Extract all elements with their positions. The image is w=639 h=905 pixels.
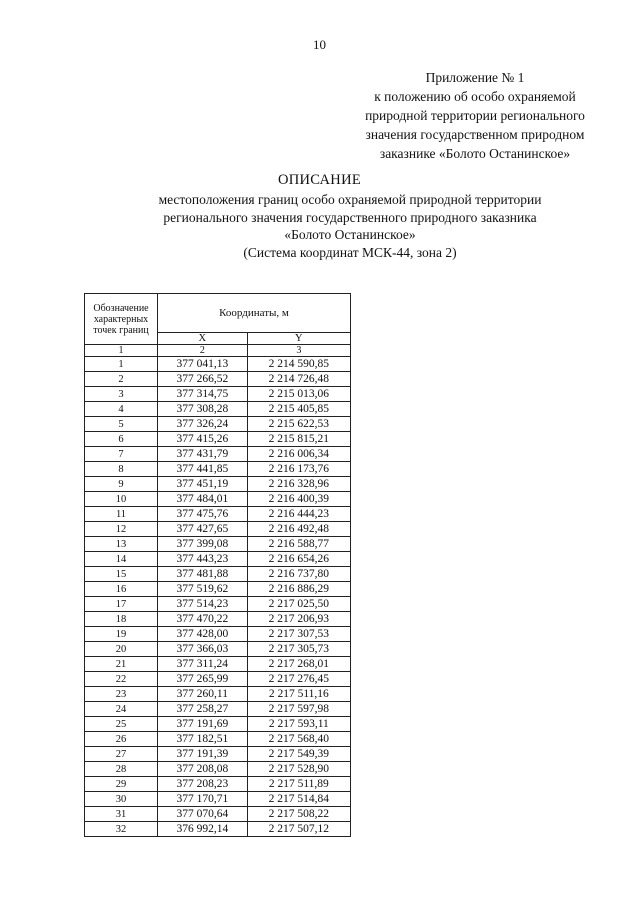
table-row	[85, 447, 351, 462]
y-coordinate-cell: 2 217 507,12	[247, 822, 350, 837]
x-coordinate-cell: 377 443,23	[158, 552, 248, 567]
x-coordinate-cell: 377 519,62	[158, 582, 248, 597]
x-coordinate-cell: 377 514,23	[158, 597, 248, 612]
table-row	[85, 717, 351, 732]
point-number-cell: 11	[85, 507, 158, 522]
x-coordinate-cell: 377 470,22	[158, 612, 248, 627]
table-row	[85, 747, 351, 762]
table-row	[85, 687, 351, 702]
table-row	[85, 372, 351, 387]
x-coordinate-cell: 377 308,28	[158, 402, 248, 417]
y-coordinate-cell: 2 215 815,21	[247, 432, 350, 447]
page-number: 10	[313, 37, 326, 52]
x-column-header: X	[158, 333, 248, 345]
table-row	[85, 417, 351, 432]
y-coordinate-cell: 2 216 588,77	[247, 537, 350, 552]
point-number-cell: 4	[85, 402, 158, 417]
table-row	[85, 822, 351, 837]
y-coordinate-cell: 2 217 276,45	[247, 672, 350, 687]
x-coordinate-cell: 377 191,39	[158, 747, 248, 762]
y-coordinate-cell: 2 215 405,85	[247, 402, 350, 417]
point-number-cell: 10	[85, 492, 158, 507]
y-coordinate-cell: 2 216 444,23	[247, 507, 350, 522]
y-coordinate-cell: 2 217 508,22	[247, 807, 350, 822]
point-number-cell: 25	[85, 717, 158, 732]
y-coordinate-cell: 2 217 025,50	[247, 597, 350, 612]
x-coordinate-cell: 377 366,03	[158, 642, 248, 657]
y-coordinate-cell: 2 217 597,98	[247, 702, 350, 717]
x-coordinate-cell: 377 399,08	[158, 537, 248, 552]
y-coordinate-cell: 2 216 400,39	[247, 492, 350, 507]
point-number-cell: 31	[85, 807, 158, 822]
coordinates-table	[84, 293, 351, 837]
point-number-cell: 15	[85, 567, 158, 582]
point-number-cell: 12	[85, 522, 158, 537]
table-row	[85, 702, 351, 717]
document-heading: ОПИСАНИЕ	[277, 172, 362, 188]
y-coordinate-cell: 2 217 511,16	[247, 687, 350, 702]
y-coordinate-cell: 2 216 328,96	[247, 477, 350, 492]
point-number-cell: 1	[85, 357, 158, 372]
point-number-cell: 13	[85, 537, 158, 552]
table-row	[85, 462, 351, 477]
table-row	[85, 777, 351, 792]
y-coordinate-cell: 2 217 511,89	[247, 777, 350, 792]
table-row	[85, 507, 351, 522]
column-index: 1	[85, 345, 158, 357]
y-coordinate-cell: 2 217 307,53	[247, 627, 350, 642]
x-coordinate-cell: 377 182,51	[158, 732, 248, 747]
table-row	[85, 762, 351, 777]
y-coordinate-cell: 2 214 590,85	[247, 357, 350, 372]
point-number-cell: 2	[85, 372, 158, 387]
description-line: местоположения границ особо охраняемой природной территории	[158, 192, 542, 207]
table-row	[85, 402, 351, 417]
x-coordinate-cell: 377 475,76	[158, 507, 248, 522]
table-row	[85, 387, 351, 402]
appendix-note	[330, 68, 620, 163]
x-coordinate-cell: 377 451,19	[158, 477, 248, 492]
table-row	[85, 477, 351, 492]
point-number-cell: 29	[85, 777, 158, 792]
point-number-cell: 19	[85, 627, 158, 642]
point-number-cell: 26	[85, 732, 158, 747]
y-coordinate-cell: 2 215 622,53	[247, 417, 350, 432]
table-row	[85, 582, 351, 597]
table-row	[85, 357, 351, 372]
description-line: «Болото Останинское»	[284, 227, 416, 242]
y-coordinate-cell: 2 217 568,40	[247, 732, 350, 747]
x-coordinate-cell: 377 041,13	[158, 357, 248, 372]
point-number-cell: 24	[85, 702, 158, 717]
y-coordinate-cell: 2 217 305,73	[247, 642, 350, 657]
x-coordinate-cell: 377 311,24	[158, 657, 248, 672]
point-number-cell: 30	[85, 792, 158, 807]
point-number-cell: 7	[85, 447, 158, 462]
y-column-header: Y	[247, 333, 350, 345]
x-coordinate-cell: 377 431,79	[158, 447, 248, 462]
y-coordinate-cell: 2 216 654,26	[247, 552, 350, 567]
y-coordinate-cell: 2 217 514,84	[247, 792, 350, 807]
point-number-cell: 32	[85, 822, 158, 837]
x-coordinate-cell: 377 191,69	[158, 717, 248, 732]
point-number-cell: 18	[85, 612, 158, 627]
y-coordinate-cell: 2 217 528,90	[247, 762, 350, 777]
x-coordinate-cell: 377 260,11	[158, 687, 248, 702]
y-coordinate-cell: 2 215 013,06	[247, 387, 350, 402]
x-coordinate-cell: 376 992,14	[158, 822, 248, 837]
x-coordinate-cell: 377 070,64	[158, 807, 248, 822]
x-coordinate-cell: 377 481,88	[158, 567, 248, 582]
point-column-header: Обозначение характерных точек границ	[85, 294, 158, 345]
column-index: 2	[158, 345, 248, 357]
y-coordinate-cell: 2 217 268,01	[247, 657, 350, 672]
x-coordinate-cell: 377 208,23	[158, 777, 248, 792]
document-description	[80, 191, 620, 261]
y-coordinate-cell: 2 214 726,48	[247, 372, 350, 387]
point-number-cell: 5	[85, 417, 158, 432]
x-coordinate-cell: 377 326,24	[158, 417, 248, 432]
point-number-cell: 16	[85, 582, 158, 597]
point-number-cell: 23	[85, 687, 158, 702]
x-coordinate-cell: 377 314,75	[158, 387, 248, 402]
appendix-line: Приложение № 1	[425, 70, 525, 85]
appendix-line: значения государственном природном	[365, 127, 585, 142]
x-coordinate-cell: 377 265,99	[158, 672, 248, 687]
y-coordinate-cell: 2 217 549,39	[247, 747, 350, 762]
coordinates-table-body	[85, 357, 351, 837]
table-row	[85, 792, 351, 807]
table-row	[85, 657, 351, 672]
x-coordinate-cell: 377 427,65	[158, 522, 248, 537]
appendix-line: заказнике «Болото Останинское»	[379, 146, 571, 161]
point-number-cell: 21	[85, 657, 158, 672]
x-coordinate-cell: 377 208,08	[158, 762, 248, 777]
x-coordinate-cell: 377 428,00	[158, 627, 248, 642]
table-row	[85, 807, 351, 822]
point-number-cell: 9	[85, 477, 158, 492]
point-number-cell: 22	[85, 672, 158, 687]
point-number-cell: 20	[85, 642, 158, 657]
point-number-cell: 17	[85, 597, 158, 612]
y-coordinate-cell: 2 216 006,34	[247, 447, 350, 462]
coordinates-column-header: Координаты, м	[158, 294, 351, 333]
y-coordinate-cell: 2 216 173,76	[247, 462, 350, 477]
y-coordinate-cell: 2 217 593,11	[247, 717, 350, 732]
table-row	[85, 522, 351, 537]
point-number-cell: 14	[85, 552, 158, 567]
y-coordinate-cell: 2 216 886,29	[247, 582, 350, 597]
table-row	[85, 567, 351, 582]
x-coordinate-cell: 377 415,26	[158, 432, 248, 447]
table-row	[85, 672, 351, 687]
table-row	[85, 642, 351, 657]
table-row	[85, 492, 351, 507]
x-coordinate-cell: 377 258,27	[158, 702, 248, 717]
point-number-cell: 27	[85, 747, 158, 762]
table-row	[85, 627, 351, 642]
table-row	[85, 597, 351, 612]
y-coordinate-cell: 2 216 492,48	[247, 522, 350, 537]
y-coordinate-cell: 2 217 206,93	[247, 612, 350, 627]
table-row	[85, 552, 351, 567]
table-row	[85, 537, 351, 552]
x-coordinate-cell: 377 170,71	[158, 792, 248, 807]
point-number-cell: 28	[85, 762, 158, 777]
point-number-cell: 3	[85, 387, 158, 402]
description-line: (Система координат МСК-44, зона 2)	[243, 244, 457, 260]
table-row	[85, 732, 351, 747]
table-row	[85, 432, 351, 447]
point-number-cell: 8	[85, 462, 158, 477]
table-row	[85, 612, 351, 627]
column-index: 3	[247, 345, 350, 357]
appendix-line: природной территории регионального	[365, 108, 585, 123]
x-coordinate-cell: 377 484,01	[158, 492, 248, 507]
appendix-line: к положению об особо охраняемой	[374, 89, 576, 104]
point-number-cell: 6	[85, 432, 158, 447]
description-line: регионального значения государственного природного заказника	[163, 209, 537, 225]
x-coordinate-cell: 377 441,85	[158, 462, 248, 477]
x-coordinate-cell: 377 266,52	[158, 372, 248, 387]
y-coordinate-cell: 2 216 737,80	[247, 567, 350, 582]
